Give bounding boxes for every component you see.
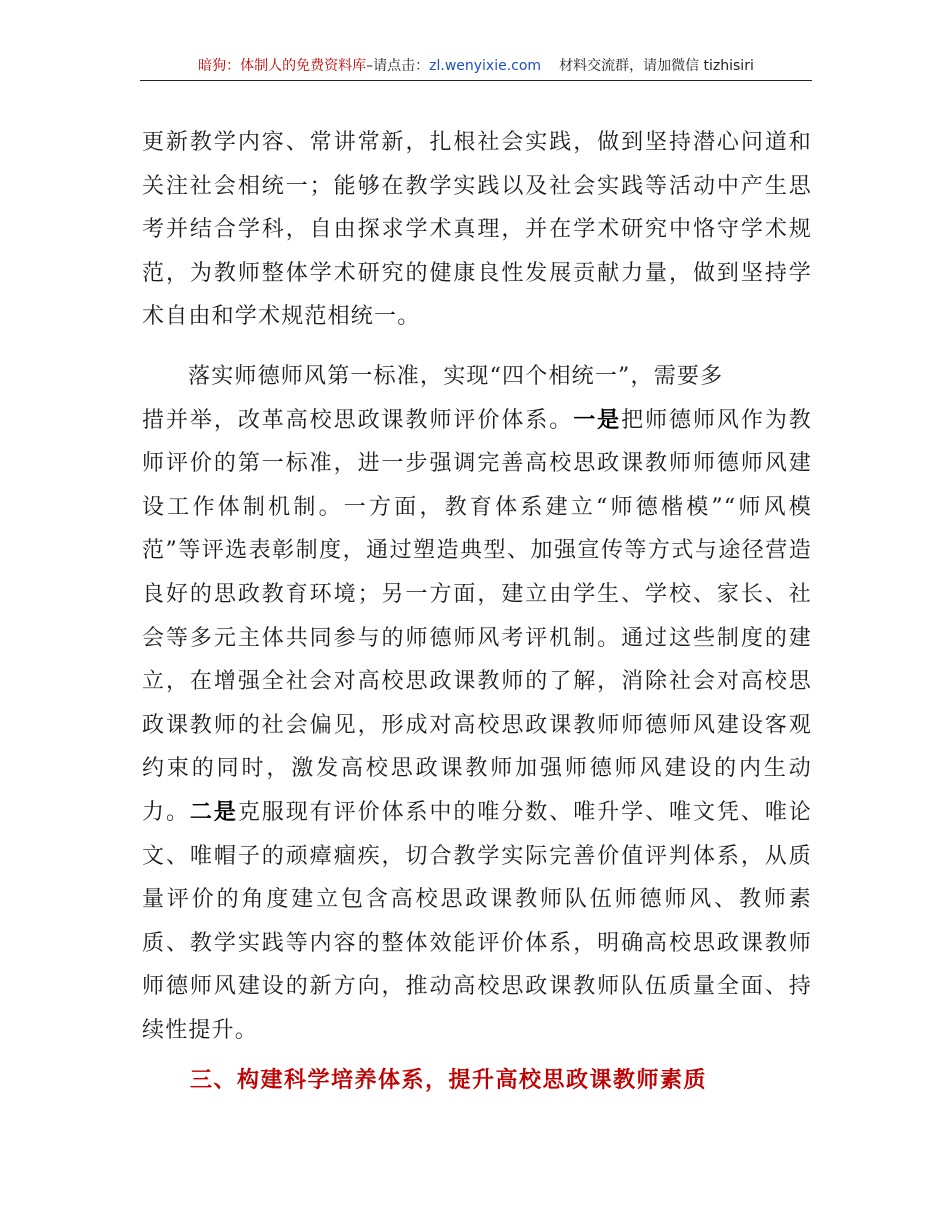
page-header xyxy=(140,56,812,81)
paragraph-2-text-a: 措并举，改革高校思政课教师评价体系。 xyxy=(142,407,574,433)
header-brand: 暗狗：体制人的免费资料库 xyxy=(198,58,367,74)
header-contact: 材料交流群，请加微信 tizhisiri xyxy=(559,58,754,74)
paragraph-2-marker-first: 一是 xyxy=(573,406,622,433)
paragraph-2-text-c: 克服现有评价体系中的唯分数、唯升学、唯文凭、唯论文、唯帽子的顽瘴痼疾，切合教学实际完善价值评判体系，从质量评价的角度建立包含高校思政课教师队伍师德师风、教师素质、教学实践等内容的整体效能评价体系，明确高校思政课教师师德师风建设的新方向，推动高校思政课教师队伍质量全面、持续性提升。 xyxy=(142,799,813,1043)
header-url-link[interactable]: zl.wenyixie.com xyxy=(429,58,542,74)
header-prompt: –请点击： xyxy=(366,58,430,74)
paragraph-1: 更新教学内容、常讲常新，扎根社会实践，做到坚持潜心问道和关注社会相统一；能够在教学实践以及社会实践等活动中产生思考并结合学科，自由探求学术真理，并在学术研究中恪守学术规范，为教师整体学术研究的健康良性发展贡献力量，做到坚持学术自由和学术规范相统一。 xyxy=(142,130,812,330)
paragraph-2 xyxy=(142,355,812,1053)
section-heading: 三、构建科学培养体系，提升高校思政课教师素质 xyxy=(190,1068,708,1093)
paragraph-2-marker-second: 二是 xyxy=(189,798,238,825)
paragraph-2-text-b: 把师德师风作为教师评价的第一标准，进一步强调完善高校思政课教师师德师风建设工作体制机制。一方面，教育体系建立“师德楷模”“师风模范”等评选表彰制度，通过塑造典型、加强宣传等方式与途径营造良好的思政教育环境；另一方面，建立由学生、学校、家长、社会等多元主体共同参与的师德师风考评机制。通过这些制度的建立，在增强全社会对高校思政课教师的了解，消除社会对高校思政课教师的社会偏见，形成对高校思政课教师师德师风建设客观约束的同时，激发高校思政课教师加强师德师风建设的内生动力。 xyxy=(142,407,812,825)
paragraph-2-first-line: 落实师德师风第一标准，实现“四个相统一”，需要多 xyxy=(188,364,724,389)
